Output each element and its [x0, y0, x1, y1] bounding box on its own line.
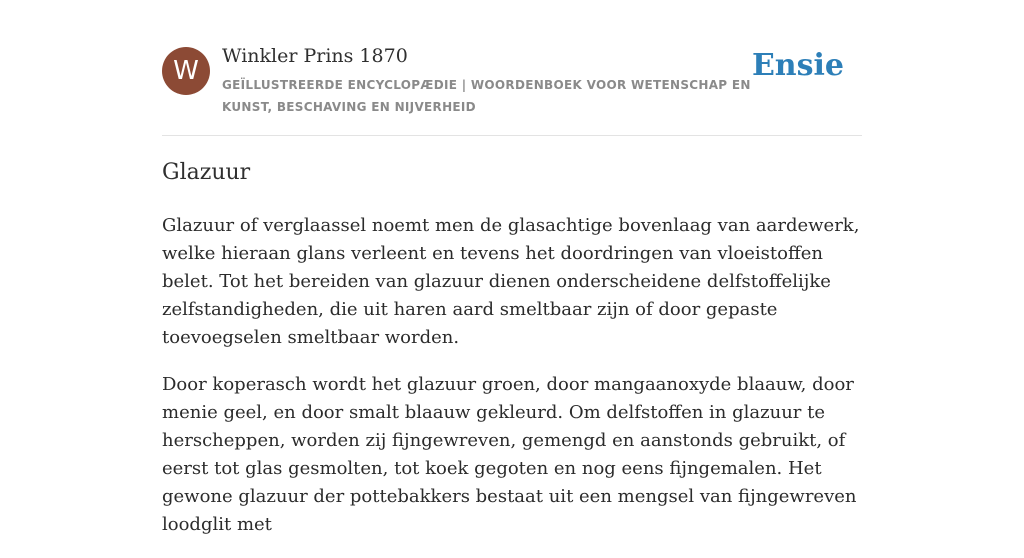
source-title-link[interactable]: Winkler Prins 1870 [222, 45, 408, 67]
article-body [162, 212, 862, 558]
source-header [162, 44, 862, 136]
source-subtitle: GEÏLLUSTREERDE ENCYCLOPÆDIE | WOORDENBOEK VOOR WETENSCHAP EN KUNST, BESCHAVING EN NIJVERHEID [222, 78, 751, 114]
article-paragraph: Glazuur of verglaassel noemt men de glasachtige bovenlaag van aardewerk, welke hieraan glans verleent en tevens het doordringen van vloeistoffen belet. Tot het bereiden van glazuur dienen onderscheidene delfstoffelijke zelfstandigheden, die uit haren aard smeltbaar zijn of door gepaste toevoegselen smeltbaar worden. [162, 215, 860, 348]
article-paragraph: Door koperasch wordt het glazuur groen, door mangaanoxyde blaauw, door menie geel, en door smalt blaauw gekleurd. Om delfstoffen in glazuur te herscheppen, worden zij fijngewreven, gemengd en aanstonds gebruikt, of eerst tot glas gesmolten, tot koek gegoten en nog eens fijngemalen. Het gewone glazuur der pottebakkers bestaat uit een mengsel van fijngewreven loodglit met [162, 374, 857, 535]
source-avatar[interactable]: W [162, 47, 210, 95]
ensie-logo[interactable]: Ensie [751, 48, 844, 83]
article-title: Glazuur [162, 160, 251, 185]
